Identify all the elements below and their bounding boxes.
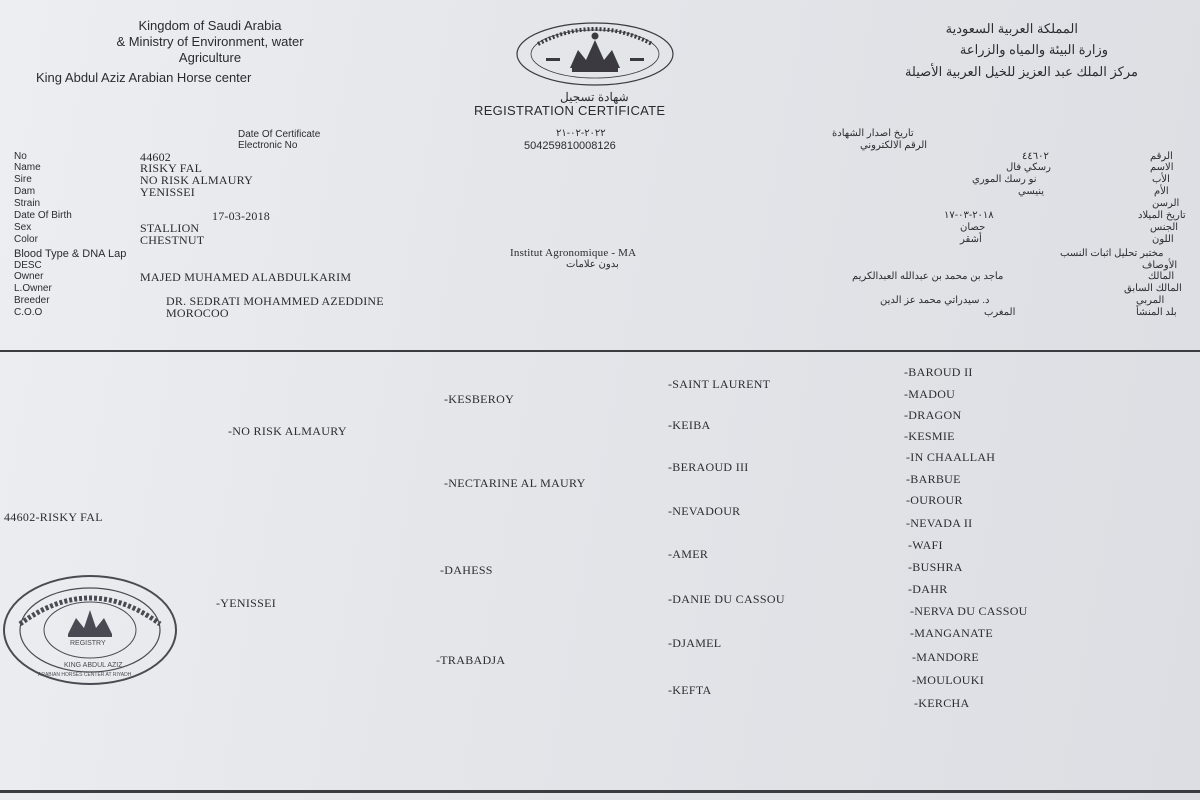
pedigree-gen4: -OUROUR (906, 493, 963, 507)
pedigree-gen2: -NECTARINE AL MAURY (444, 476, 586, 490)
header-english (20, 18, 400, 66)
header-ar-line2: وزارة البيئة والمياه والزراعة (959, 42, 1108, 57)
field-value: 17-03-2018 (212, 209, 270, 223)
pedigree-gen3: -AMER (668, 547, 709, 561)
field-label-ar: بلد المنشأ (1136, 307, 1177, 318)
pedigree-subject: 44602-RISKY FAL (4, 510, 103, 524)
pedigree-gen3: -NEVADOUR (668, 504, 741, 518)
date-of-certificate-value: ٢٠٢٢-٠٢-٢١ (556, 128, 606, 139)
pedigree-gen3: -SAINT LAURENT (668, 377, 771, 391)
field-label-ar: اللون (1152, 234, 1174, 245)
field-value: YENISSEI (140, 185, 195, 199)
pedigree-gen4: -WAFI (908, 538, 943, 552)
title-arabic: شهادة تسجيل (560, 90, 629, 104)
field-value-ar: أشقر (960, 234, 982, 245)
field-label-ar: تاريخ الميلاد (1138, 210, 1186, 221)
date-of-certificate-label-ar: تاريخ اصدار الشهادة (832, 128, 914, 139)
pedigree-gen2: -DAHESS (440, 563, 493, 577)
field-value-ar: د. سيدراتي محمد عز الدين (880, 295, 990, 306)
pedigree-gen4: -MADOU (904, 387, 956, 401)
field-label: Dam (14, 186, 36, 197)
field-label: Color (14, 234, 38, 245)
pedigree-gen3: -DANIE DU CASSOU (668, 592, 785, 606)
pedigree-gen4: -DAHR (908, 582, 948, 596)
lab-value: Institut Agronomique - MA (510, 247, 637, 259)
pedigree-gen4: -NERVA DU CASSOU (910, 604, 1028, 618)
field-value-ar: ينيسي (1018, 186, 1045, 197)
pedigree-gen4: -DRAGON (904, 408, 962, 422)
pedigree-gen3: -BERAOUD III (668, 460, 749, 474)
field-value: CHESTNUT (140, 233, 205, 247)
field-value-ar: ماجد بن محمد بن عبدالله العبدالكريم (852, 271, 1004, 282)
field-label: Strain (14, 198, 41, 209)
pedigree-gen4: -BAROUD II (904, 365, 973, 379)
official-stamp (2, 574, 178, 686)
emblem-logo (516, 16, 674, 86)
pedigree-gen3: -DJAMEL (668, 636, 722, 650)
pedigree-gen4: -MOULOUKI (912, 673, 985, 687)
pedigree-gen4: -IN CHAALLAH (906, 450, 996, 464)
field-label: Breeder (14, 295, 50, 306)
field-label: Name (14, 162, 41, 173)
header-en-center-name: King Abdul Aziz Arabian Horse center (36, 70, 252, 85)
field-value: MOROCOO (166, 306, 229, 320)
field-label: Sire (14, 174, 32, 185)
field-value: RISKY FAL (140, 161, 203, 175)
pedigree-gen4: -BUSHRA (908, 560, 963, 574)
field-label: Blood Type & DNA Lap (14, 248, 127, 260)
title-english: REGISTRATION CERTIFICATE (474, 103, 666, 118)
pedigree-gen4: -BARBUE (906, 472, 961, 486)
header-ar-line3: مركز الملك عبد العزيز للخيل العربية الأصيلة (904, 64, 1138, 79)
field-label-ar: الأب (1152, 174, 1170, 185)
field-label-ar: الأم (1154, 186, 1169, 197)
pedigree-tree (0, 352, 1200, 772)
stamp-ring-text: ARABIAN HORSES CENTER AT RIYADH (38, 672, 132, 678)
pedigree-gen4: -KESMIE (904, 429, 955, 443)
stamp-inner-text: REGISTRY (70, 640, 106, 647)
pedigree-gen2: -TRABADJA (436, 653, 506, 667)
date-of-certificate-label: Date Of Certificate (238, 129, 321, 140)
pedigree-gen2: -KESBEROY (444, 392, 515, 406)
field-label: DESC (14, 260, 42, 271)
field-label-ar: الاسم (1150, 162, 1174, 173)
pedigree-dam: -YENISSEI (216, 596, 277, 610)
field-label-ar: المربي (1136, 295, 1165, 306)
field-value-ar: حصان (960, 222, 986, 233)
field-label: No (14, 151, 27, 162)
field-value-ar: رسكي فال (1006, 162, 1051, 173)
field-label-ar: المالك السابق (1124, 283, 1182, 294)
field-value-ar: ٢٠١٨-٠٣-١٧ (944, 210, 994, 221)
field-label-ar: الرقم (1150, 151, 1173, 162)
header-arabic (778, 20, 1138, 80)
field-value: DR. SEDRATI MOHAMMED AZEDDINE (166, 294, 384, 308)
field-label-ar: الأوصاف (1142, 260, 1178, 271)
field-value: MAJED MUHAMED ALABDULKARIM (140, 270, 352, 284)
field-label-ar: الجنس (1150, 222, 1179, 233)
field-value: NO RISK ALMAURY (140, 173, 254, 187)
header-en-line3: Agriculture (178, 50, 242, 65)
field-label: Owner (14, 271, 44, 282)
pedigree-gen3: -KEIBA (668, 418, 711, 432)
field-value-ar: نو رسك الموري (972, 174, 1037, 185)
field-label-ar: المالك (1148, 271, 1175, 282)
pedigree-gen3: -KEFTA (668, 683, 712, 697)
field-value-ar: المغرب (984, 307, 1016, 318)
header-en-line2: & Ministry of Environment, water (116, 34, 304, 49)
stamp-bottom-text: KING ABDUL AZIZ (64, 662, 123, 669)
field-label-ar: مختبر تحليل اثبات النسب (1060, 248, 1164, 259)
electronic-no-label: Electronic No (238, 140, 298, 151)
pedigree-gen4: -KERCHA (914, 696, 970, 710)
field-value: STALLION (140, 221, 200, 235)
field-label: L.Owner (14, 283, 52, 294)
field-label: C.O.O (14, 307, 43, 318)
bottom-border (0, 790, 1200, 793)
desc-value-ar: بدون علامات (566, 259, 619, 270)
pedigree-gen4: -MANGANATE (910, 626, 993, 640)
stamp-icon (2, 574, 178, 686)
pedigree-gen4: -NEVADA II (906, 516, 973, 530)
field-value: 44602 (140, 150, 171, 164)
pedigree-gen4: -MANDORE (912, 650, 980, 664)
header-ar-line1: المملكة العربية السعودية (945, 21, 1078, 36)
electronic-no-value: 504259810008126 (524, 140, 616, 152)
header-en-line1: Kingdom of Saudi Arabia (138, 18, 282, 33)
field-label: Date Of Birth (14, 210, 72, 221)
pedigree-sire: -NO RISK ALMAURY (228, 424, 347, 438)
field-label-ar: الرسن (1152, 198, 1180, 209)
electronic-no-label-ar: الرقم الالكتروني (860, 140, 928, 151)
field-label: Sex (14, 222, 32, 233)
field-value-ar: ٤٤٦٠٢ (1022, 151, 1049, 162)
